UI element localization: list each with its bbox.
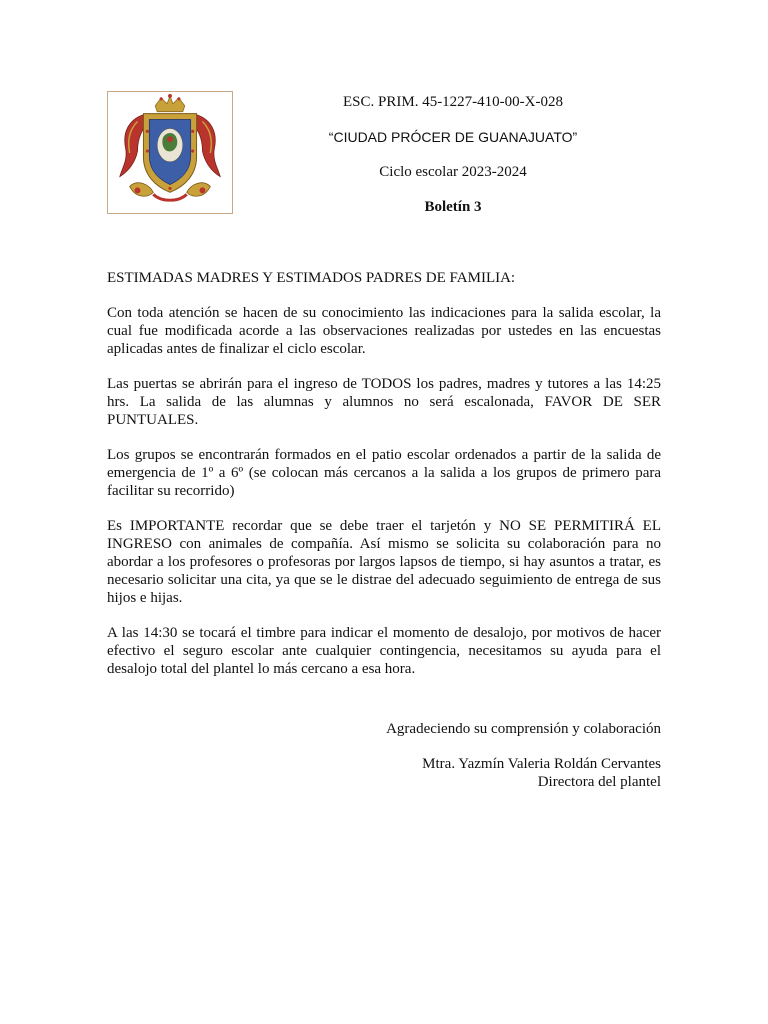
closing-thanks: Agradeciendo su comprensión y colaboración [386,721,661,737]
signatory-name: Mtra. Yazmín Valeria Roldán Cervantes [422,756,661,772]
document-header [240,93,666,216]
paragraph-door-times: Las puertas se abrirán para el ingreso de TODOS los padres, madres y tutores a las 14:25 hrs. La salida de las alumnas y alumnos no será escalonada, FAVOR DE SER PUNTUALES. [107,376,661,428]
letter-closing [107,720,661,791]
coat-of-arms-logo [107,91,233,214]
paragraph-exit-info: Con toda atención se hacen de su conocimiento las indicaciones para la salida escolar, la cual fue modificada acorde a las observaciones realizadas por ustedes en las encuestas aplicadas antes de finalizar el ciclo escolar. [107,305,661,357]
bulletin-title: Boletín 3 [424,199,482,215]
school-code: ESC. PRIM. 45-1227-410-00-X-028 [343,94,563,110]
paragraph-important-rules: Es IMPORTANTE recordar que se debe traer el tarjetón y NO SE PERMITIRÁ EL INGRESO con animales de compañía. Así mismo se solicita su colaboración para no abordar a los profesores o profesoras por largos lapsos de tiempo, si hay asuntos a tratar, es necesario solicitar una cita, ya que se le distrae del adecuado seguimiento de entrega de sus hijos e hijas. [107,518,661,606]
signatory-role: Directora del plantel [537,774,661,790]
school-name: “CIUDAD PRÓCER DE GUANAJUATO” [328,129,578,145]
paragraph-evacuation-bell: A las 14:30 se tocará el timbre para indicar el momento de desalojo, por motivos de hacer efectivo el seguro escolar ante cualquier contingencia, necesitamos su ayuda para el desalojo total del plantel lo más cercano a esa hora. [107,625,661,677]
greeting: ESTIMADAS MADRES Y ESTIMADOS PADRES DE FAMILIA: [107,270,516,286]
letter-body [107,269,661,695]
crest-emblem-icon [108,92,232,213]
paragraph-group-formation: Los grupos se encontrarán formados en el patio escolar ordenados a partir de la salida de emergencia de 1º a 6º (se colocan más cercanos a la salida a los grupos de primero para facilitar su recorrido) [107,447,661,499]
school-cycle: Ciclo escolar 2023-2024 [379,164,527,180]
